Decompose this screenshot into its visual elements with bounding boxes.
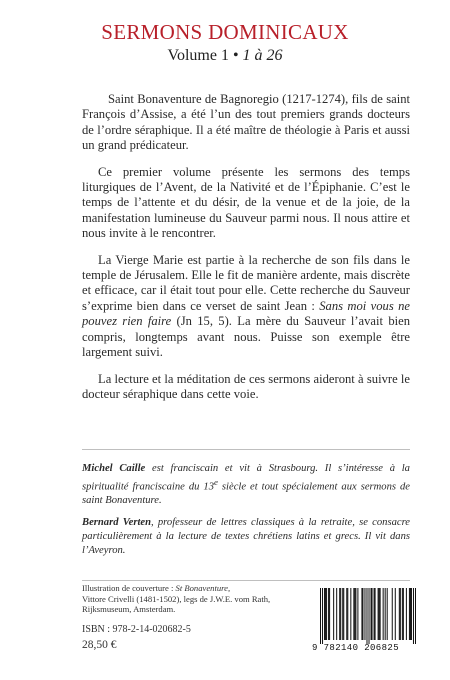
credits-lead: Illustration de couverture :: [82, 583, 176, 593]
author-name: Michel Caille: [82, 463, 146, 474]
barcode-bar: [366, 588, 367, 644]
barcode-bar: [415, 588, 416, 644]
barcode-bar: [364, 588, 365, 640]
barcode-bar: [406, 588, 407, 640]
barcode-bar: [354, 588, 355, 640]
barcode-bar: [378, 588, 379, 640]
blurb: [82, 92, 410, 413]
sermon-range: 1 à 26: [242, 47, 283, 64]
barcode-bar: [369, 588, 370, 644]
paragraph-virgin-part2: (Jn 15, 5). La mère du Sauveur l’avait bien compris, longtemps avant nous. Puisse son exemple être largement suivi.: [82, 314, 410, 360]
barcode-bar: [326, 588, 327, 640]
barcode-bar: [411, 588, 412, 640]
barcode-bar: [329, 588, 330, 640]
barcode-bar: [336, 588, 337, 640]
illustration-credits: [82, 583, 292, 615]
bible-quote: Sans moi vous ne pouvez rien faire: [82, 298, 410, 329]
barcode-digits: 9 782140 206825: [312, 643, 400, 653]
barcode-bar: [400, 588, 401, 640]
barcode-bar: [362, 588, 363, 640]
barcode-bar: [357, 588, 358, 640]
barcode-bar: [350, 588, 351, 640]
barcode-bar: [403, 588, 404, 640]
barcode-bars: [320, 588, 416, 644]
barcode-bar: [387, 588, 388, 640]
paragraph-conclusion: La lecture et la méditation de ces sermons aideront à suivre le docteur séraphique dans cette voie.: [82, 371, 410, 401]
barcode-bar: [322, 588, 323, 644]
paragraph-virgin: [82, 253, 410, 361]
barcode-bar: [355, 588, 356, 640]
barcode-bar: [402, 588, 403, 640]
author-bio-text: siècle et tout spécialement aux sermons de saint Bonaventure.: [82, 481, 410, 506]
divider-top: [82, 449, 410, 450]
credits-line2: Vittore Crivelli (1481-1502), legs de J.W.E. vom Rath,: [82, 593, 271, 604]
credits-line3: Rijksmuseum, Amsterdam.: [82, 604, 176, 615]
barcode-bar: [347, 588, 348, 640]
author-name: Bernard Verten: [82, 517, 151, 529]
credits-work: St Bonaventure,: [175, 583, 231, 593]
barcode-bar: [328, 588, 329, 640]
barcode-bar: [320, 588, 321, 644]
barcode-bar: [399, 588, 400, 640]
barcode-bar: [346, 588, 347, 640]
author-bio-caille: [82, 462, 410, 507]
barcode-bar: [371, 588, 372, 640]
author-bio-verten: [82, 516, 410, 557]
paragraph-intro: Saint Bonaventure de Bagnoregio (1217-1274), fils de saint François d’Assise, a été l’un des tout premiers grands docteurs de l’ordre séraphique. Il a été maître de théologie à Paris et aussi un grand prédicateur.: [82, 92, 410, 153]
barcode-bar: [353, 588, 354, 640]
barcode-bar: [372, 588, 373, 640]
paragraph-volume: Ce premier volume présente les sermons des temps liturgiques de l’Avent, de la Nativité et de l’Épiphanie. C’est le temps de l’attente et du désir, de la venue et de la joie, de la manifestation lumineuse du Sauveur parmi nous. Il nous attire et nous invite à le rencontrer.: [82, 164, 410, 241]
barcode-bar: [395, 588, 396, 640]
barcode-bar: [343, 588, 344, 640]
barcode-bar: [342, 588, 343, 640]
author-bio-text: , professeur de lettres classiques à la retraite, se consacre particulièrement à la lecture de textes chrétiens latins et grecs. Il vit dans l’Aveyron.: [82, 517, 410, 556]
barcode-bar: [392, 588, 393, 640]
superscript-e: e: [214, 476, 218, 487]
barcode-bar: [325, 588, 326, 640]
barcode-bar: [379, 588, 380, 640]
volume-label: Volume 1: [167, 47, 229, 64]
book-title: SERMONS DOMINICAUX: [101, 20, 349, 44]
author-bio-text: est franciscain et vit à Strasbourg. Il s’intéresse à la spiritualité franciscaine du 13: [82, 463, 410, 493]
divider-bottom: [82, 580, 410, 581]
paragraph-virgin-part1: La Vierge Marie est partie à la recherche de son fils dans le temple de Jérusalem. Elle le fit de manière ardente, mais discrète et efficace, car il était tout pour elle. Cette recherche du Sauveur s’exprime bien dans ce verset de saint Jean :: [82, 252, 410, 313]
barcode-bar: [333, 588, 334, 640]
price-text: 28,50 €: [82, 639, 117, 651]
barcode-bar: [410, 588, 411, 640]
barcode-bar: [374, 588, 375, 640]
separator-bullet: •: [232, 47, 239, 64]
barcode-bar: [324, 588, 325, 640]
barcode-bar: [380, 588, 381, 640]
barcode-bar: [361, 588, 362, 640]
barcode-bar: [413, 588, 414, 644]
author-bios: [82, 462, 410, 566]
barcode-bar: [409, 588, 410, 640]
barcode: [310, 583, 424, 665]
barcode-bar: [383, 588, 384, 640]
barcode-bar: [340, 588, 341, 640]
barcode-bar: [375, 588, 376, 640]
barcode-bar: [385, 588, 386, 640]
isbn-text: ISBN : 978-2-14-020682-5: [82, 624, 191, 635]
barcode-bar: [339, 588, 340, 640]
volume-subtitle: [0, 47, 450, 65]
